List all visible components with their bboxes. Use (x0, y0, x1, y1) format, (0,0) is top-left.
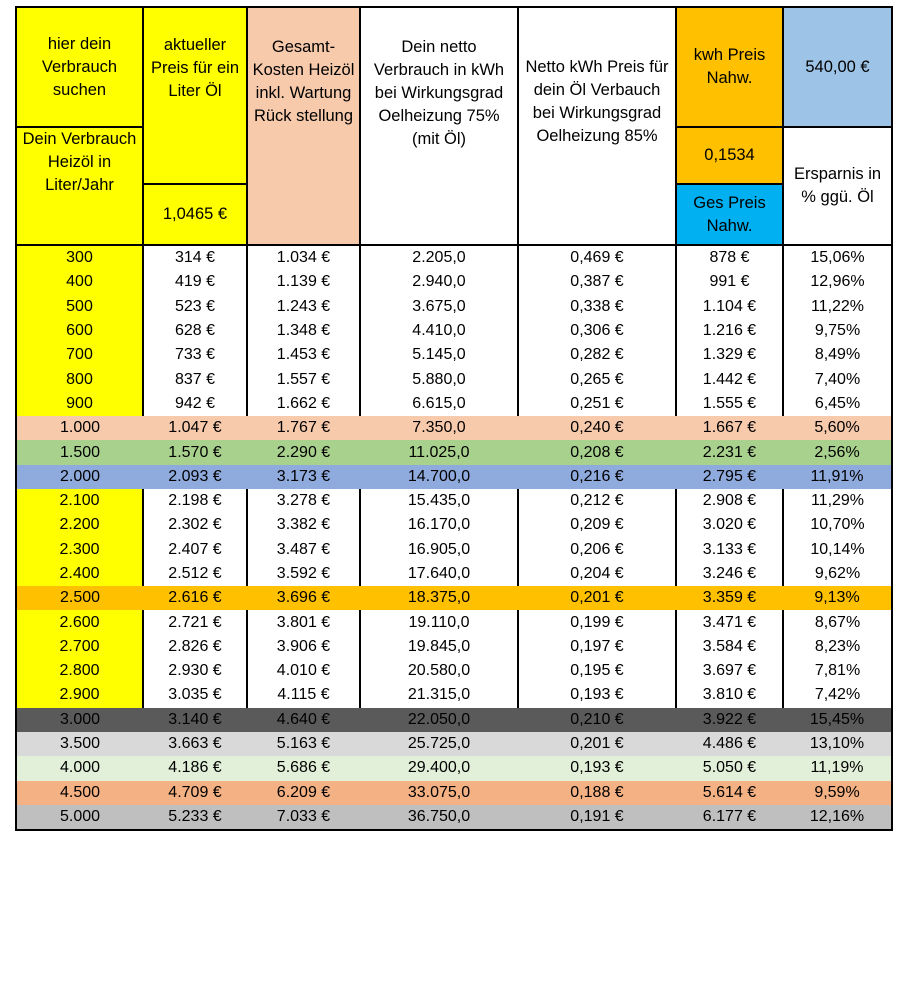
table-row (16, 756, 892, 780)
net-price-cell: 0,306 € (518, 319, 676, 343)
savings-cell: 8,49% (783, 343, 892, 367)
kwh-cell: 20.580,0 (360, 659, 518, 683)
net-price-header: Netto kWh Preis für dein Öl Verbauch bei Wirkungsgrad Oelheizung 85% (518, 7, 676, 245)
kwh-cell: 16.170,0 (360, 513, 518, 537)
nahw-price-cell: 3.697 € (676, 659, 783, 683)
liters-cell: 600 (16, 319, 143, 343)
nahw-price-cell: 5.050 € (676, 756, 783, 780)
oil-cost-cell: 2.930 € (143, 659, 247, 683)
nahw-price-cell: 3.246 € (676, 562, 783, 586)
table-header (16, 7, 892, 245)
table-row (16, 708, 892, 732)
total-cost-cell: 3.173 € (247, 465, 360, 489)
savings-cell: 11,29% (783, 489, 892, 513)
table-row (16, 732, 892, 756)
kwh-cell: 19.845,0 (360, 635, 518, 659)
kwh-cell: 25.725,0 (360, 732, 518, 756)
savings-cell: 10,70% (783, 513, 892, 537)
net-price-cell: 0,193 € (518, 683, 676, 707)
total-price-label: Ges Preis Nahw. (676, 184, 783, 245)
total-cost-cell: 4.640 € (247, 708, 360, 732)
liters-cell: 300 (16, 245, 143, 270)
liters-cell: 2.200 (16, 513, 143, 537)
savings-cell: 12,96% (783, 270, 892, 294)
liters-cell: 2.600 (16, 610, 143, 634)
nahw-price-cell: 6.177 € (676, 805, 783, 830)
net-price-cell: 0,201 € (518, 586, 676, 610)
total-cost-cell: 5.163 € (247, 732, 360, 756)
kwh-cell: 2.940,0 (360, 270, 518, 294)
oil-cost-cell: 2.093 € (143, 465, 247, 489)
net-price-cell: 0,282 € (518, 343, 676, 367)
net-price-cell: 0,193 € (518, 756, 676, 780)
total-cost-cell: 3.696 € (247, 586, 360, 610)
total-cost-header: Gesamt-Kosten Heizöl inkl. Wartung Rück stellung (247, 7, 360, 245)
savings-cell: 9,13% (783, 586, 892, 610)
net-kwh-header: Dein netto Verbrauch in kWh bei Wirkungsgrad Oelheizung 75% (mit Öl) (360, 7, 518, 245)
savings-cell: 8,67% (783, 610, 892, 634)
kwh-cell: 5.145,0 (360, 343, 518, 367)
net-price-cell: 0,265 € (518, 367, 676, 391)
liters-cell: 4.000 (16, 756, 143, 780)
table-row (16, 270, 892, 294)
oil-cost-cell: 628 € (143, 319, 247, 343)
kwh-cell: 6.615,0 (360, 392, 518, 416)
nahw-price-cell: 1.104 € (676, 295, 783, 319)
net-price-cell: 0,240 € (518, 416, 676, 440)
table-row (16, 781, 892, 805)
nahw-price-cell: 4.486 € (676, 732, 783, 756)
liters-cell: 3.500 (16, 732, 143, 756)
liters-cell: 2.900 (16, 683, 143, 707)
nahw-price-cell: 3.810 € (676, 683, 783, 707)
table-row (16, 392, 892, 416)
oil-cost-cell: 2.512 € (143, 562, 247, 586)
savings-cell: 9,75% (783, 319, 892, 343)
savings-cell: 7,81% (783, 659, 892, 683)
savings-cell: 10,14% (783, 538, 892, 562)
liters-cell: 500 (16, 295, 143, 319)
nahw-price-cell: 3.359 € (676, 586, 783, 610)
table-row (16, 319, 892, 343)
kwh-cell: 22.050,0 (360, 708, 518, 732)
liters-cell: 2.000 (16, 465, 143, 489)
oil-cost-cell: 4.709 € (143, 781, 247, 805)
net-price-cell: 0,387 € (518, 270, 676, 294)
oil-cost-cell: 733 € (143, 343, 247, 367)
oil-cost-cell: 1.570 € (143, 440, 247, 464)
kwh-cell: 19.110,0 (360, 610, 518, 634)
net-price-cell: 0,197 € (518, 635, 676, 659)
liters-cell: 5.000 (16, 805, 143, 830)
net-price-cell: 0,201 € (518, 732, 676, 756)
table-row (16, 343, 892, 367)
kwh-cell: 4.410,0 (360, 319, 518, 343)
savings-cell: 15,45% (783, 708, 892, 732)
table-row (16, 635, 892, 659)
savings-cell: 5,60% (783, 416, 892, 440)
savings-cell: 7,40% (783, 367, 892, 391)
total-cost-cell: 3.487 € (247, 538, 360, 562)
table-row (16, 538, 892, 562)
nahw-price-cell: 1.442 € (676, 367, 783, 391)
kwh-cell: 14.700,0 (360, 465, 518, 489)
kwh-cell: 7.350,0 (360, 416, 518, 440)
total-cost-cell: 1.243 € (247, 295, 360, 319)
savings-cell: 7,42% (783, 683, 892, 707)
savings-cell: 11,19% (783, 756, 892, 780)
total-cost-cell: 1.767 € (247, 416, 360, 440)
total-cost-cell: 1.662 € (247, 392, 360, 416)
net-price-cell: 0,469 € (518, 245, 676, 270)
kwh-cell: 3.675,0 (360, 295, 518, 319)
consumption-header: Dein Verbrauch Heizöl in Liter/Jahr (16, 127, 143, 245)
total-cost-cell: 1.034 € (247, 245, 360, 270)
net-price-cell: 0,191 € (518, 805, 676, 830)
kwh-cell: 18.375,0 (360, 586, 518, 610)
savings-cell: 15,06% (783, 245, 892, 270)
total-cost-cell: 3.906 € (247, 635, 360, 659)
heating-cost-table (15, 6, 893, 831)
nahw-price-cell: 2.795 € (676, 465, 783, 489)
total-cost-cell: 1.139 € (247, 270, 360, 294)
nahw-price-cell: 2.231 € (676, 440, 783, 464)
oil-cost-cell: 2.198 € (143, 489, 247, 513)
nahw-price-cell: 1.216 € (676, 319, 783, 343)
total-cost-cell: 3.382 € (247, 513, 360, 537)
savings-cell: 6,45% (783, 392, 892, 416)
nahw-price-cell: 1.555 € (676, 392, 783, 416)
nahw-price-cell: 991 € (676, 270, 783, 294)
total-cost-cell: 4.010 € (247, 659, 360, 683)
savings-cell: 9,62% (783, 562, 892, 586)
oil-cost-cell: 523 € (143, 295, 247, 319)
oil-cost-cell: 2.721 € (143, 610, 247, 634)
net-price-cell: 0,199 € (518, 610, 676, 634)
oil-cost-cell: 1.047 € (143, 416, 247, 440)
net-price-cell: 0,195 € (518, 659, 676, 683)
kwh-cell: 33.075,0 (360, 781, 518, 805)
kwh-cell: 5.880,0 (360, 367, 518, 391)
oil-cost-cell: 3.140 € (143, 708, 247, 732)
nahw-price-cell: 3.133 € (676, 538, 783, 562)
kwh-price-label: kwh Preis Nahw. (676, 7, 783, 127)
liters-cell: 900 (16, 392, 143, 416)
oil-cost-cell: 2.302 € (143, 513, 247, 537)
kwh-cell: 15.435,0 (360, 489, 518, 513)
oil-cost-cell: 942 € (143, 392, 247, 416)
savings-cell: 12,16% (783, 805, 892, 830)
total-cost-cell: 3.801 € (247, 610, 360, 634)
oil-cost-cell: 4.186 € (143, 756, 247, 780)
liters-cell: 800 (16, 367, 143, 391)
total-cost-cell: 2.290 € (247, 440, 360, 464)
total-cost-cell: 5.686 € (247, 756, 360, 780)
kwh-cell: 21.315,0 (360, 683, 518, 707)
kwh-cell: 11.025,0 (360, 440, 518, 464)
savings-cell: 9,59% (783, 781, 892, 805)
table-row (16, 295, 892, 319)
total-cost-cell: 1.453 € (247, 343, 360, 367)
table-row (16, 245, 892, 270)
base-fee-value: 540,00 € (783, 7, 892, 127)
nahw-price-cell: 1.667 € (676, 416, 783, 440)
total-cost-cell: 6.209 € (247, 781, 360, 805)
total-cost-cell: 1.348 € (247, 319, 360, 343)
kwh-cell: 29.400,0 (360, 756, 518, 780)
net-price-cell: 0,210 € (518, 708, 676, 732)
liters-cell: 2.700 (16, 635, 143, 659)
table-body (16, 245, 892, 830)
table-row (16, 683, 892, 707)
oil-cost-cell: 314 € (143, 245, 247, 270)
net-price-cell: 0,338 € (518, 295, 676, 319)
oil-cost-cell: 2.826 € (143, 635, 247, 659)
savings-cell: 13,10% (783, 732, 892, 756)
nahw-price-cell: 3.020 € (676, 513, 783, 537)
oil-cost-cell: 2.407 € (143, 538, 247, 562)
liters-cell: 400 (16, 270, 143, 294)
kwh-cell: 36.750,0 (360, 805, 518, 830)
table-row (16, 805, 892, 830)
table-row (16, 416, 892, 440)
nahw-price-cell: 878 € (676, 245, 783, 270)
liters-cell: 2.300 (16, 538, 143, 562)
savings-cell: 11,91% (783, 465, 892, 489)
oil-cost-cell: 2.616 € (143, 586, 247, 610)
net-price-cell: 0,206 € (518, 538, 676, 562)
liters-cell: 2.500 (16, 586, 143, 610)
kwh-cell: 16.905,0 (360, 538, 518, 562)
net-price-cell: 0,216 € (518, 465, 676, 489)
liters-cell: 1.000 (16, 416, 143, 440)
net-price-cell: 0,204 € (518, 562, 676, 586)
total-cost-cell: 7.033 € (247, 805, 360, 830)
savings-cell: 11,22% (783, 295, 892, 319)
net-price-cell: 0,188 € (518, 781, 676, 805)
total-cost-cell: 1.557 € (247, 367, 360, 391)
nahw-price-cell: 5.614 € (676, 781, 783, 805)
liters-cell: 1.500 (16, 440, 143, 464)
savings-header: Ersparnis in % ggü. Öl (783, 127, 892, 245)
table-row (16, 659, 892, 683)
total-cost-cell: 3.278 € (247, 489, 360, 513)
liters-cell: 4.500 (16, 781, 143, 805)
table-row (16, 367, 892, 391)
oil-cost-cell: 3.663 € (143, 732, 247, 756)
nahw-price-cell: 3.922 € (676, 708, 783, 732)
liters-cell: 2.400 (16, 562, 143, 586)
table-row (16, 513, 892, 537)
kwh-cell: 2.205,0 (360, 245, 518, 270)
table-row (16, 440, 892, 464)
table-row (16, 562, 892, 586)
total-cost-cell: 3.592 € (247, 562, 360, 586)
nahw-price-cell: 3.471 € (676, 610, 783, 634)
net-price-cell: 0,208 € (518, 440, 676, 464)
oil-price-value: 1,0465 € (143, 184, 247, 245)
nahw-price-cell: 1.329 € (676, 343, 783, 367)
net-price-cell: 0,209 € (518, 513, 676, 537)
oil-price-label: aktueller Preis für ein Liter Öl (143, 7, 247, 184)
nahw-price-cell: 2.908 € (676, 489, 783, 513)
liters-cell: 2.800 (16, 659, 143, 683)
table-row (16, 610, 892, 634)
liters-cell: 2.100 (16, 489, 143, 513)
table-row (16, 586, 892, 610)
total-cost-cell: 4.115 € (247, 683, 360, 707)
liters-cell: 3.000 (16, 708, 143, 732)
oil-cost-cell: 419 € (143, 270, 247, 294)
oil-cost-cell: 3.035 € (143, 683, 247, 707)
nahw-price-cell: 3.584 € (676, 635, 783, 659)
table-row (16, 489, 892, 513)
savings-cell: 2,56% (783, 440, 892, 464)
table-row (16, 465, 892, 489)
net-price-cell: 0,212 € (518, 489, 676, 513)
savings-cell: 8,23% (783, 635, 892, 659)
oil-cost-cell: 837 € (143, 367, 247, 391)
kwh-price-value: 0,1534 (676, 127, 783, 184)
net-price-cell: 0,251 € (518, 392, 676, 416)
oil-cost-cell: 5.233 € (143, 805, 247, 830)
liters-cell: 700 (16, 343, 143, 367)
search-label: hier dein Verbrauch suchen (16, 7, 143, 127)
kwh-cell: 17.640,0 (360, 562, 518, 586)
